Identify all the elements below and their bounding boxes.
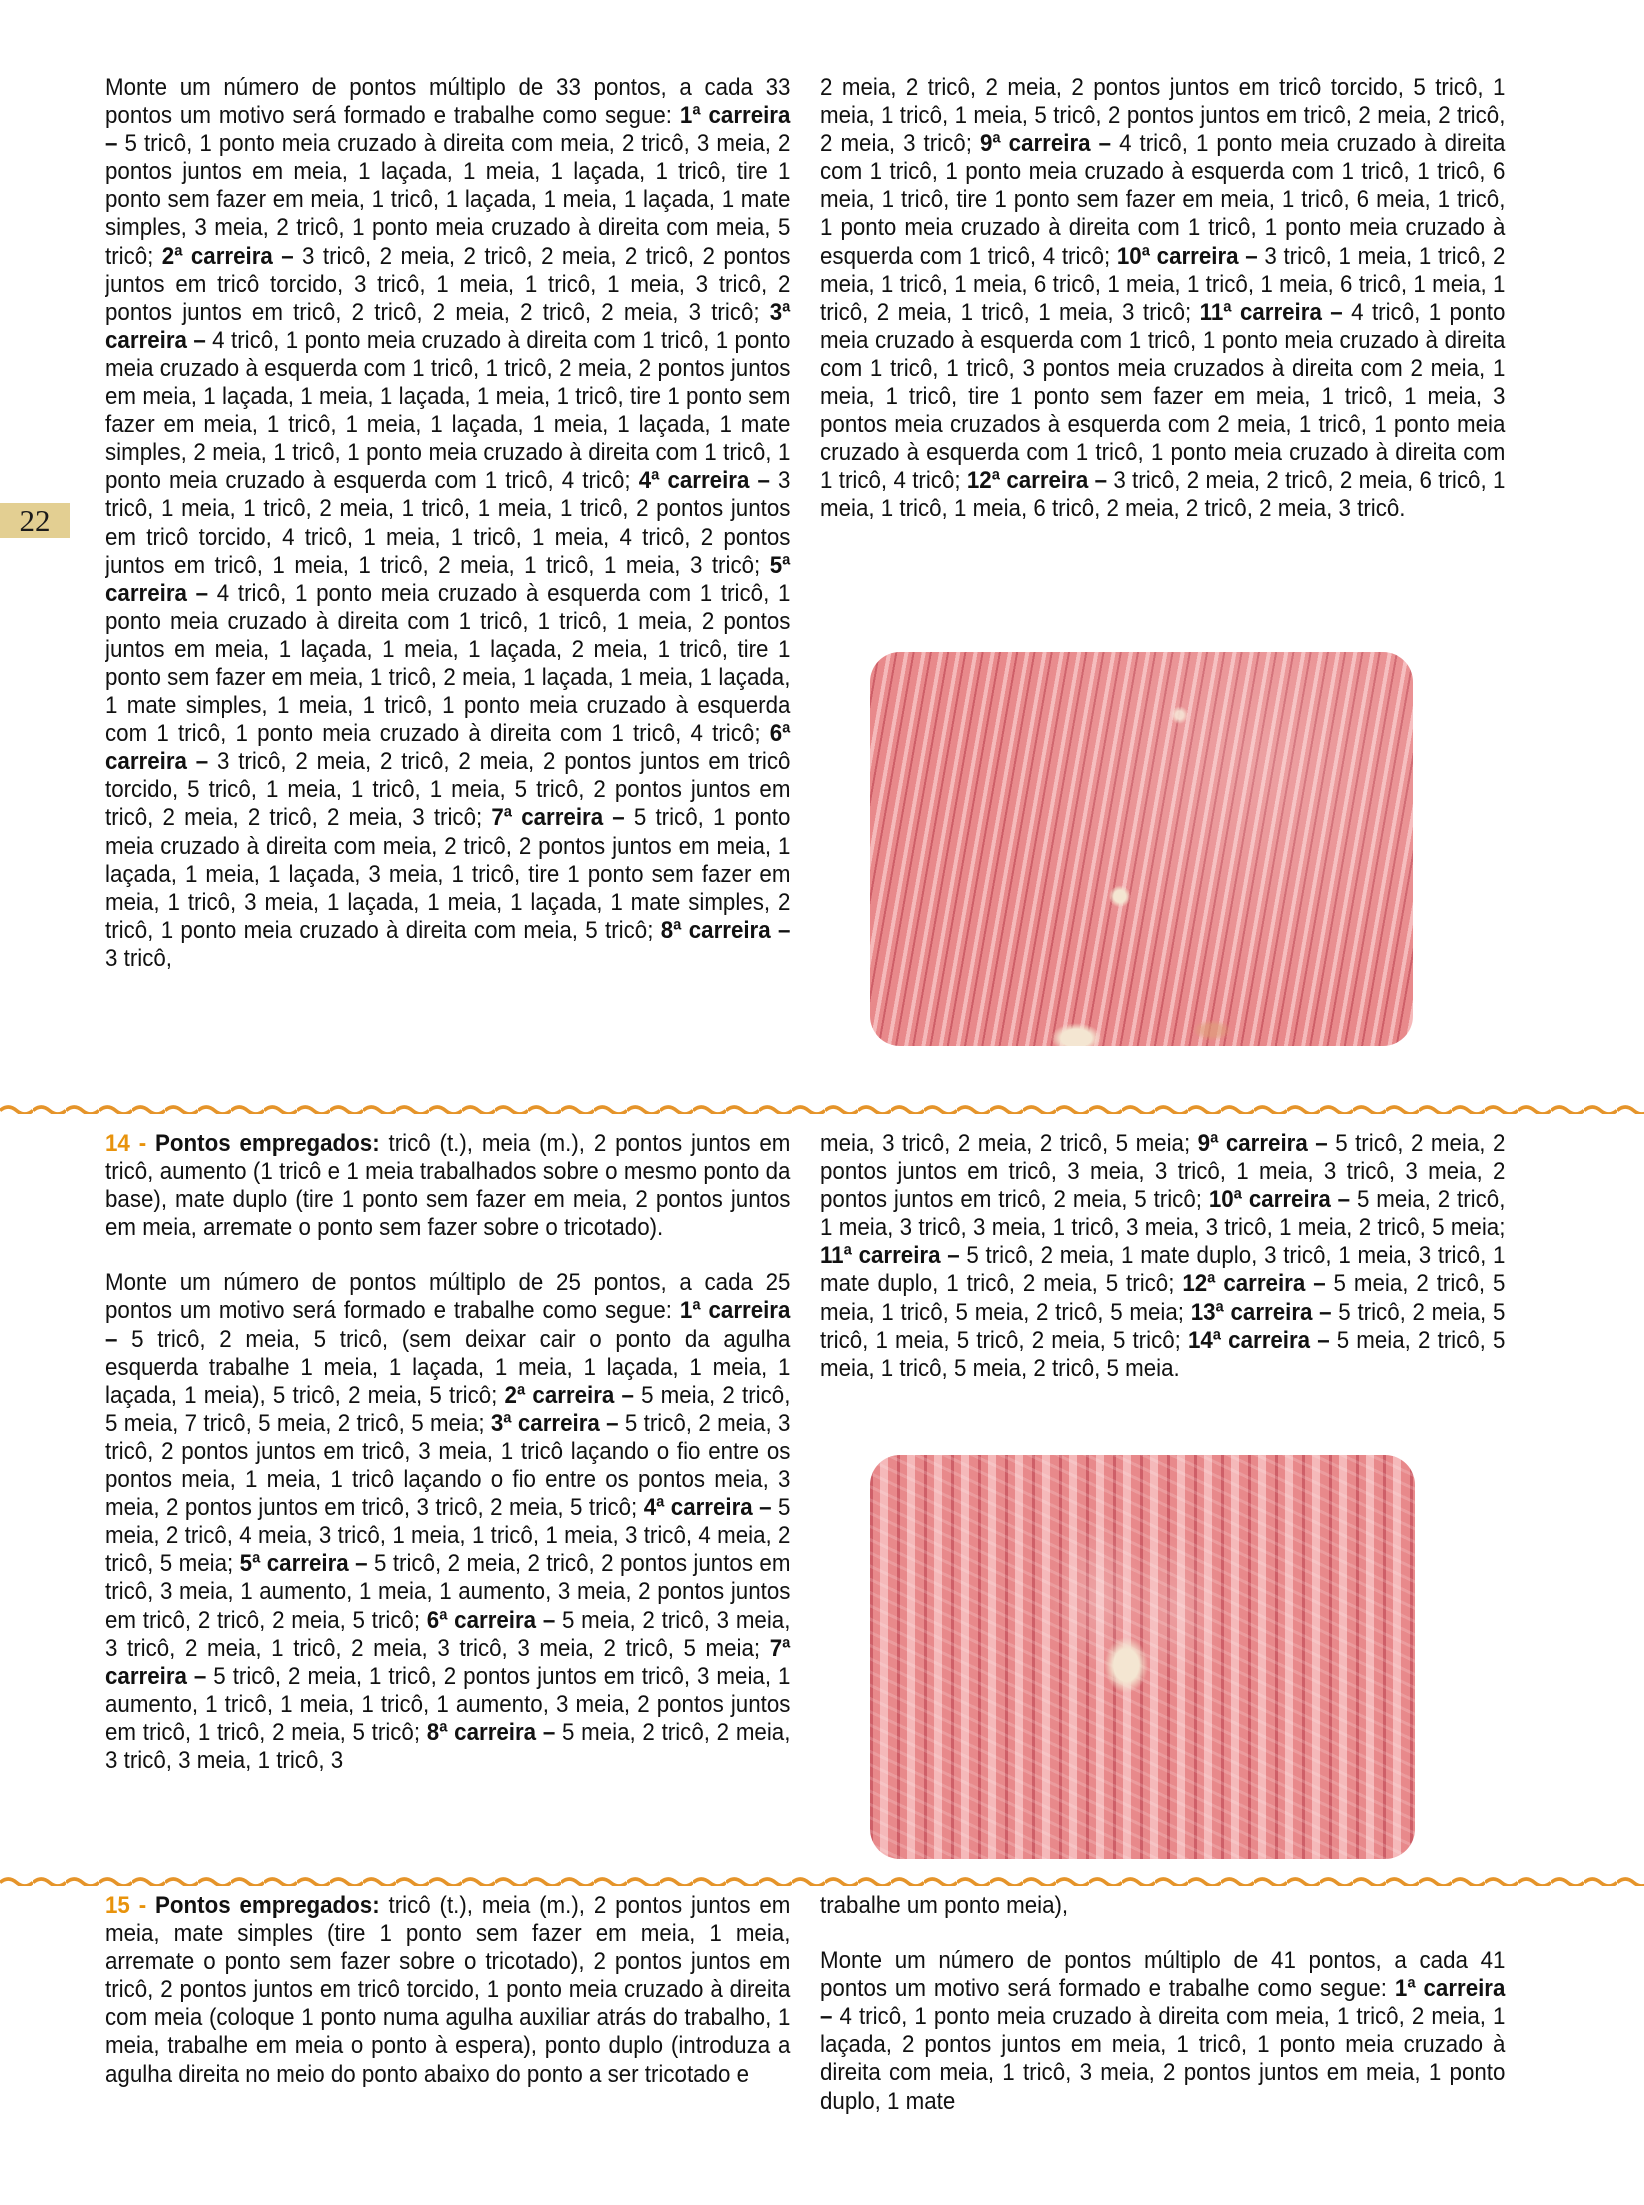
text-run: 3 tricô, 1 meia, 1 tricô, 2 meia, 1 tricô, 1 meia, 1 tricô, 2 pontos juntos em tricô torcido, 4 tricô, 1 meia, 1 tricô, 1 meia, 4 tricô, 2 pontos juntos em tricô, 1 meia, 1 tricô, 2 meia, 1 tricô, 1 meia, 3 tricô; (105, 467, 791, 579)
text-run: 5 tricô, 2 meia, 1 mate duplo, 3 tricô, 1 meia, 3 tricô, 1 mate duplo, 1 tricô, 2 meia, 5 tricô; (820, 1242, 1506, 1298)
text-run: 5 meia, 2 tricô, 5 meia, 1 tricô, 5 meia, 2 tricô, 5 meia. (820, 1326, 1506, 1382)
row-label: 10ª carreira – (1116, 242, 1265, 270)
column-left-middle (105, 1130, 790, 1870)
text-run: tricô (t.), meia (m.), 2 pontos juntos em tricô, aumento (1 tricô e 1 meia trabalhados sobre o mesmo ponto da base), mate duplo (tire 1 ponto sem fazer em meia, 2 pontos juntos em meia, arremate o ponto sem fazer sobre o tricotado). (105, 1130, 791, 1242)
text-run: 3 tricô, 2 meia, 2 tricô, 2 meia, 2 tricô, 2 pontos juntos em tricô torcido, 3 tricô, 1 meia, 1 tricô, 1 meia, 3 tricô, 2 pontos juntos em tricô, 2 tricô, 2 meia, 2 tricô, 2 meia, 3 tricô; (105, 242, 791, 326)
row-label: 7ª carreira – (491, 804, 634, 832)
column-left-top (105, 74, 790, 1096)
page-number-tab (0, 503, 70, 538)
text-run: 5 tricô, 1 ponto meia cruzado à direita com meia, 2 tricô, 3 meia, 2 pontos juntos em meia, 1 laçada, 1 meia, 1 laçada, 1 tricô, tire 1 ponto sem fazer em meia, 1 tricô, 1 laçada, 1 meia, 1 laçada, 1 mate simples, 3 meia, 2 tricô, 1 ponto meia cruzado à direita com meia, 5 tricô; (105, 130, 791, 270)
column-right-top (820, 74, 1505, 652)
row-label: 3ª carreira – (105, 298, 791, 354)
row-label: 9ª carreira – (979, 130, 1120, 158)
text-run: 5 meia, 2 tricô, 2 meia, 3 tricô, 3 meia, 1 tricô, 3 (105, 1718, 791, 1774)
row-label: 2ª carreira – (504, 1381, 642, 1409)
page-number: 22 (19, 502, 51, 538)
row-label: Pontos empregados: (154, 1892, 389, 1919)
text-run: 4 tricô, 1 ponto meia cruzado à direita com meia, 1 tricô, 2 meia, 1 laçada, 2 pontos juntos em meia, 1 tricô, 1 ponto meia cruzado à direita com meia, 1 tricô, 3 meia, 2 pontos juntos em meia, 1 ponto duplo, 1 mate (820, 2003, 1506, 2115)
row-label: 7ª carreira – (105, 1634, 791, 1690)
text-run: 3 tricô, 2 meia, 2 tricô, 2 meia, 2 pontos juntos em tricô torcido, 5 tricô, 1 meia, 1 tricô, 1 meia, 5 tricô, 2 pontos juntos em tricô, 2 meia, 2 tricô, 2 meia, 3 tricô; (105, 748, 791, 832)
text-run: Monte um número de pontos múltiplo de 25 pontos, a cada 25 pontos um motivo será formado e trabalhe como segue: (105, 1269, 791, 1325)
text-run: 5 tricô, 1 ponto meia cruzado à direita com meia, 2 tricô, 2 pontos juntos em meia, 1 laçada, 1 meia, 1 laçada, 3 meia, 1 tricô, tire 1 ponto sem fazer em meia, 1 tricô, 3 meia, 1 laçada, 1 meia, 1 laçada, 1 mate simples, 2 tricô, 1 ponto meia cruzado à direita com meia, 5 tricô; (105, 804, 791, 944)
text-run: 4 tricô, 1 ponto meia cruzado à direita com 1 tricô, 1 ponto meia cruzado à esquerda com 1 tricô, 1 tricô, 6 meia, 1 tricô, tire 1 ponto sem fazer em meia, 1 tricô, 6 meia, 1 tricô, 1 ponto meia cruzado à direita com 1 tricô, 1 ponto meia cruzado à esquerda com 1 tricô, 4 tricô; (820, 130, 1506, 270)
row-label: 6ª carreira – (105, 720, 791, 776)
column-right-middle (820, 1130, 1505, 1452)
paragraph (105, 1892, 790, 2089)
paragraph (820, 74, 1505, 524)
text-run: 4 tricô, 1 ponto meia cruzado à esquerda com 1 tricô, 1 ponto meia cruzado à direita com 1 tricô, 1 tricô, 1 meia, 2 pontos juntos em meia, 1 laçada, 1 meia, 1 laçada, 2 meia, 1 tricô, tire 1 ponto sem fazer em meia, 1 tricô, 2 meia, 1 laçada, 1 meia, 1 laçada, 1 mate simples, 1 meia, 1 tricô, 1 ponto meia cruzado à esquerda com 1 tricô, 1 ponto meia cruzado à direita com 1 tricô, 4 tricô; (105, 579, 791, 748)
wavy-divider-2 (0, 1872, 1644, 1886)
paragraph (105, 1130, 790, 1242)
row-label: 2ª carreira – (161, 242, 303, 270)
row-label: 4ª carreira – (638, 467, 778, 495)
knit-swatch-photo-2 (870, 1455, 1415, 1859)
row-label: 14ª carreira – (1187, 1326, 1337, 1354)
row-label: 8ª carreira – (426, 1718, 562, 1746)
row-label: 5ª carreira – (105, 551, 791, 607)
text-run: 5 tricô, 2 meia, 3 tricô, 2 pontos juntos em tricô, 3 meia, 1 tricô laçando o fio entre os pontos meia, 1 meia, 1 tricô laçando o fio entre os pontos meia, 3 meia, 2 pontos juntos em tricô, 3 tricô, 2 meia, 5 tricô; (105, 1409, 791, 1522)
row-label: 11ª carreira – (1199, 298, 1352, 326)
row-label: 4ª carreira – (643, 1494, 778, 1522)
row-label: 11ª carreira – (820, 1242, 967, 1270)
paragraph (820, 1130, 1505, 1383)
row-label: 10ª carreira – (1208, 1186, 1357, 1214)
paragraph (105, 1269, 790, 1775)
section-number: 15 - (105, 1892, 155, 1919)
row-label: 12ª carreira – (966, 467, 1114, 495)
text-run: 2 meia, 2 tricô, 2 meia, 2 pontos juntos em tricô torcido, 5 tricô, 1 meia, 1 tricô, 1 meia, 5 tricô, 2 pontos juntos em tricô, 2 meia, 2 tricô, 2 meia, 3 tricô; (820, 74, 1506, 158)
text-run: 3 tricô, 2 meia, 2 tricô, 2 meia, 6 tricô, 1 meia, 1 tricô, 1 meia, 6 tricô, 2 meia, 2 tricô, 2 meia, 3 tricô. (820, 467, 1506, 523)
text-run: 5 tricô, 2 meia, 5 tricô, 1 meia, 5 tricô, 2 meia, 5 tricô; (820, 1298, 1506, 1354)
paragraph (820, 1892, 1505, 1920)
text-run: Monte um número de pontos múltiplo de 41 pontos, a cada 41 pontos um motivo será formado e trabalhe como segue: (820, 1947, 1506, 2003)
row-label: 3ª carreira – (490, 1409, 625, 1437)
row-label: 13ª carreira – (1190, 1298, 1339, 1326)
text-run: meia, 3 tricô, 2 meia, 2 tricô, 5 meia; (820, 1130, 1198, 1157)
paragraph (105, 74, 790, 973)
row-label: 6ª carreira – (426, 1606, 562, 1634)
text-run: 5 meia, 2 tricô, 4 meia, 3 tricô, 1 meia, 1 tricô, 1 meia, 3 tricô, 4 meia, 2 tricô, 5 meia; (105, 1494, 791, 1578)
row-label: 8ª carreira – (660, 916, 791, 944)
row-label: 5ª carreira – (239, 1550, 374, 1578)
text-run: 4 tricô, 1 ponto meia cruzado à esquerda com 1 tricô, 1 ponto meia cruzado à direita com 1 tricô, 1 tricô, 3 pontos meia cruzados à direita com 2 meia, 1 meia, 1 tricô, tire 1 ponto sem fazer em meia, 1 tricô, 1 meia, 3 pontos meia cruzados à esquerda com 2 meia, 1 tricô, 1 ponto meia cruzado à esquerda com 1 tricô, 1 ponto meia cruzado à direita com 1 tricô, 4 tricô; (820, 298, 1506, 495)
text-run: 5 meia, 2 tricô, 1 meia, 3 tricô, 3 meia, 1 tricô, 3 meia, 3 tricô, 1 meia, 2 tricô, 5 meia; (820, 1186, 1506, 1242)
text-run: 5 tricô, 2 meia, 2 pontos juntos em tricô, 3 meia, 3 tricô, 1 meia, 3 tricô, 3 meia, 2 pontos juntos em tricô, 2 meia, 5 tricô; (820, 1130, 1506, 1214)
wavy-divider-1 (0, 1100, 1644, 1114)
section-number: 14 - (105, 1130, 155, 1157)
text-run: tricô (t.), meia (m.), 2 pontos juntos em meia, mate simples (tire 1 ponto sem fazer em meia, 1 meia, arremate o ponto sem fazer sobre o tricotado), 2 pontos juntos em tricô, 2 pontos juntos em tricô torcido, 1 ponto meia cruzado à direita com meia (coloque 1 ponto numa agulha auxiliar atrás do trabalho, 1 meia, trabalhe em meia o ponto à espera), ponto duplo (introduza a agulha direita no meio do ponto abaixo do ponto a ser tricotado e (105, 1892, 791, 2088)
column-left-bottom (105, 1892, 790, 2192)
row-label: 1ª carreira – (820, 1975, 1506, 2031)
column-right-bottom (820, 1892, 1505, 2192)
text-run: 3 tricô, 1 meia, 1 tricô, 2 meia, 1 tricô, 1 meia, 6 tricô, 1 meia, 1 tricô, 1 meia, 6 tricô, 1 meia, 1 tricô, 2 meia, 1 tricô, 1 meia, 3 tricô; (820, 242, 1506, 326)
knit-swatch-photo-1 (870, 652, 1413, 1046)
text-run: 4 tricô, 1 ponto meia cruzado à direita com 1 tricô, 1 ponto meia cruzado à esquerda com 1 tricô, 1 tricô, 2 meia, 2 pontos juntos em meia, 1 laçada, 1 meia, 1 laçada, 1 meia, 1 tricô, tire 1 ponto sem fazer em meia, 1 tricô, 1 meia, 1 laçada, 1 meia, 1 laçada, 1 mate simples, 2 meia, 1 tricô, 1 ponto meia cruzado à direita com 1 tricô, 1 ponto meia cruzado à esquerda com 1 tricô, 4 tricô; (105, 326, 791, 495)
text-run: 5 tricô, 2 meia, 1 tricô, 2 pontos juntos em tricô, 3 meia, 1 aumento, 1 tricô, 1 meia, 1 tricô, 1 aumento, 3 meia, 2 pontos juntos em tricô, 1 tricô, 2 meia, 5 tricô; (105, 1662, 791, 1746)
text-run: 5 tricô, 2 meia, 5 tricô, (sem deixar cair o ponto da agulha esquerda trabalhe 1 meia, 1 laçada, 1 meia, 1 laçada, 1 meia, 1 laçada, 1 meia), 5 tricô, 2 meia, 5 tricô; (105, 1325, 791, 1409)
row-label: 12ª carreira – (1182, 1270, 1334, 1298)
row-label: 1ª carreira – (105, 1297, 791, 1353)
paragraph (820, 1947, 1505, 2116)
text-run: 5 meia, 2 tricô, 3 meia, 3 tricô, 2 meia, 1 tricô, 2 meia, 3 tricô, 3 meia, 2 tricô, 5 meia; (105, 1606, 791, 1662)
row-label: 9ª carreira – (1197, 1130, 1336, 1157)
text-run: trabalhe um ponto meia), (820, 1892, 1069, 1919)
text-run: 5 meia, 2 tricô, 5 meia, 1 tricô, 5 meia, 2 tricô, 5 meia; (820, 1270, 1506, 1326)
row-label: Pontos empregados: (154, 1130, 389, 1157)
text-run: 3 tricô, (105, 944, 172, 972)
row-label: 1ª carreira – (105, 102, 791, 158)
text-run: Monte um número de pontos múltiplo de 33 pontos, a cada 33 pontos um motivo será formado e trabalhe como segue: (105, 74, 791, 130)
text-run: 5 tricô, 2 meia, 2 tricô, 2 pontos juntos em tricô, 3 meia, 1 aumento, 1 meia, 1 aumento, 3 meia, 2 pontos juntos em tricô, 2 tricô, 2 meia, 5 tricô; (105, 1550, 791, 1634)
text-run: 5 meia, 2 tricô, 5 meia, 7 tricô, 5 meia, 2 tricô, 5 meia; (105, 1381, 791, 1437)
